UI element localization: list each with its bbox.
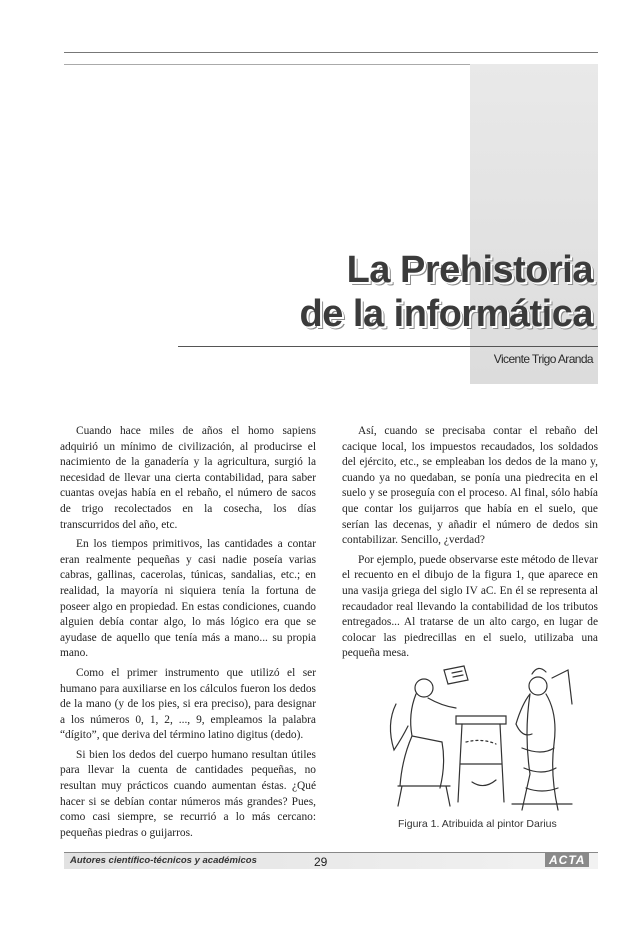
title-line-1: La Prehistoria xyxy=(346,249,593,291)
paragraph: Por ejemplo, puede observarse este método de llevar el recuento en el dibujo de la figura 1, que aparece en una vasija griega del siglo IV aC. En él se representa al recaudador real llevando la contabilidad de los tributos entregados... Al tratarse de un alto cargo, en lugar de colocar las piedrecillas en el suelo, utilizaba una pequeña mesa. xyxy=(342,553,598,660)
paragraph: En los tiempos primitivos, las cantidades a contar eran realmente pequeñas y casi nadie poseía varias cabras, gallinas, cacerolas, túnicas, sandalias, etc.; en realidad, la mayoría ni siquiera tenía la fortuna de poseer algo en propiedad. En estas condiciones, cuando alguien debía contar algo, lo más lógico era que se ayudase de aquello que tenía más a mano... su propia mano. xyxy=(60,538,316,660)
article-title xyxy=(300,248,593,336)
footer-publisher-text: Autores científico-técnicos y académicos xyxy=(70,855,257,866)
acta-logo: ACTA xyxy=(545,853,589,867)
figure-caption: Figura 1. Atribuida al pintor Darius xyxy=(398,818,557,830)
left-column xyxy=(60,424,316,845)
right-column xyxy=(342,424,598,666)
header-gray-band xyxy=(470,64,598,384)
title-line-2: de la informática xyxy=(299,293,593,335)
title-rule xyxy=(178,346,598,347)
author-name: Vicente Trigo Aranda xyxy=(493,352,593,366)
page-number: 29 xyxy=(314,855,328,869)
paragraph: Cuando hace miles de años el homo sapiens adquirió un mínimo de civilización, al producirse el nacimiento de la ganadería y la agricultura, surgió la necesidad de llevar una cierta contabilidad, para saber cuantas ovejas había en el rebaño, el número de sacos de trigo recolectados en la cosecha, los días transcurridos del año, etc. xyxy=(60,425,316,531)
vase-figure-illustration xyxy=(372,664,578,814)
header-rule-top xyxy=(64,52,598,53)
paragraph: Si bien los dedos del cuerpo humano resultan útiles para llevar la cuenta de cantidades pequeñas, no resultan muy prácticos cuando aumentan éstas. ¿Qué hacer si se debían contar números más grandes? Pues, como casi siempre, se recurrió a lo más cercano: pequeñas piedras o guijarros. xyxy=(60,748,316,839)
paragraph: Como el primer instrumento que utilizó el ser humano para auxiliarse en los cálculos fueron los dedos de la mano (y de los pies, si era preciso), para designar a los números 0, 1, 2, ..., 9, empleamos la palabra “dígito”, que deriva del término latino digitus (dedo). xyxy=(60,666,316,742)
paragraph: Así, cuando se precisaba contar el rebaño del cacique local, los impuestos recaudados, los soldados del ejército, etc., se empleaban los dedos de la mano y, cuando ya no quedaban, se ponía una piedrecita en el suelo y se proseguía con el proceso. Al final, sólo había que contar los guijarros que había en el suelo, que serían las decenas, y añadir el número de dedos sin contabilizar. Sencillo, ¿verdad? xyxy=(342,425,598,547)
